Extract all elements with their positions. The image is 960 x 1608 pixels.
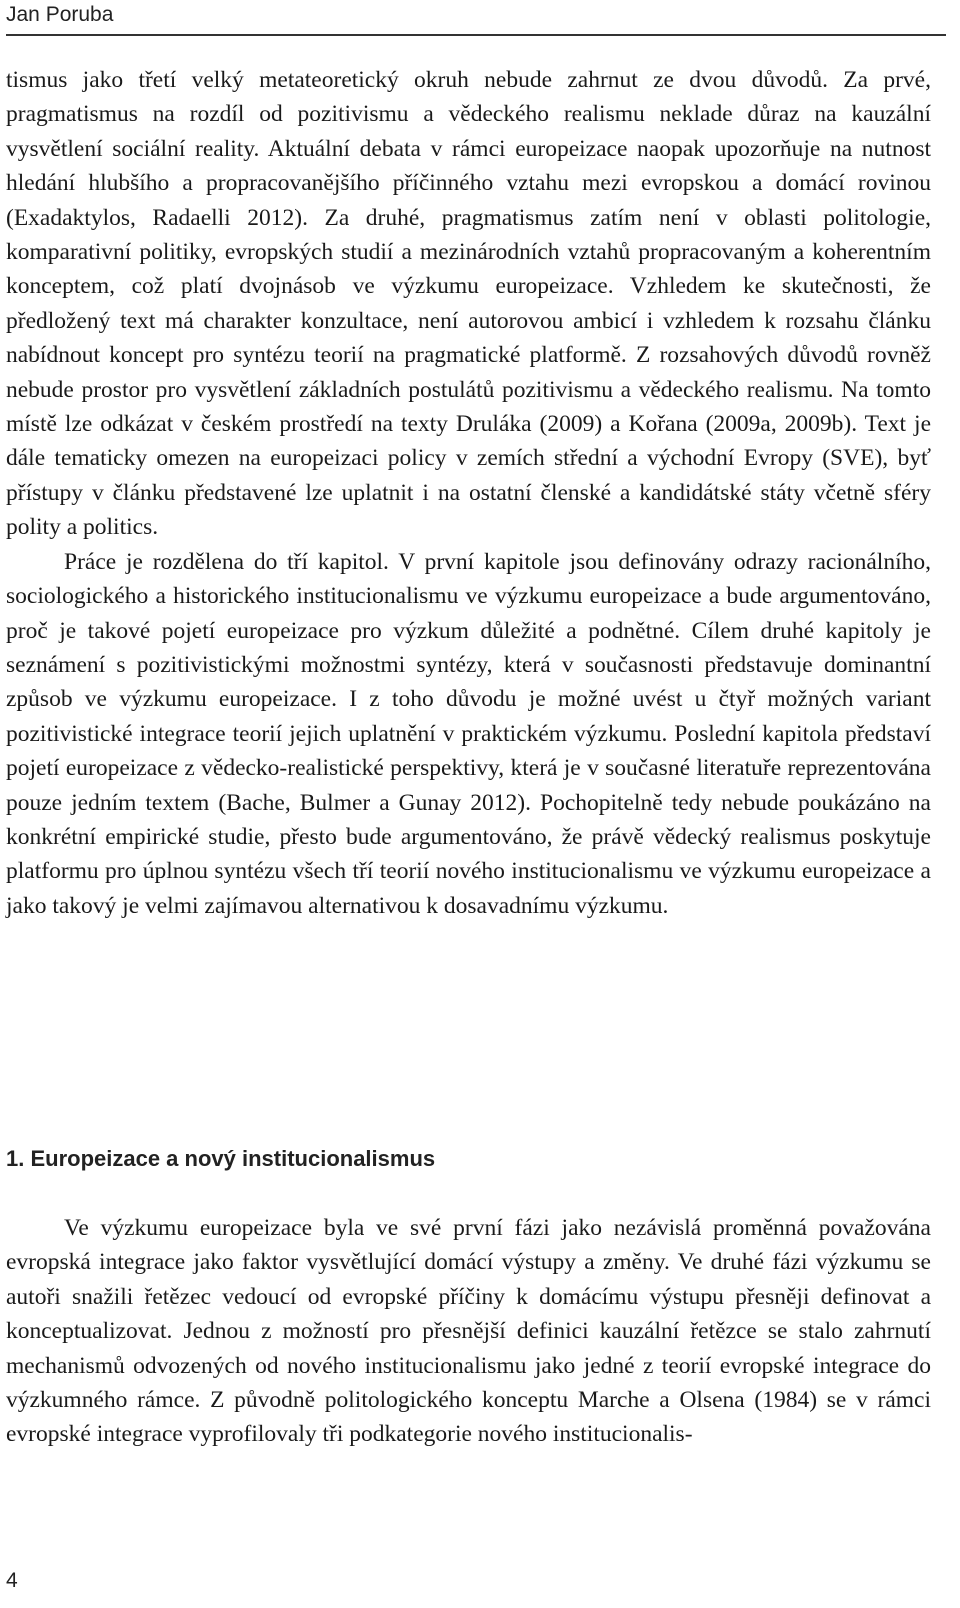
- body-text: [6, 63, 931, 923]
- page-number: 4: [6, 1569, 18, 1592]
- section-body-text: [6, 1211, 931, 1452]
- paragraph: Ve výzkumu europeizace byla ve své první fázi jako nezávislá proměnná považována evropská integrace jako faktor vysvětlující domácí výstupy a změny. Ve druhé fázi výzkumu se autoři snažili řetězec vedoucí od evropské příčiny k domácímu výstupu přesněji definovat a konceptualizovat. Jednou z možností pro přesnější definici kauzální řetězce se stalo zahrnutí mechanismů odvozených od nového institucionalismu jako jedné z teorií evropské integrace do výzkumného rámce. Z původně politologického konceptu Marche a Olsena (1984) se v rámci evropské integrace vyprofilovaly tři podkategorie nového institucionalis-: [6, 1215, 931, 1448]
- running-head-author: Jan Poruba: [6, 3, 114, 26]
- section-heading: 1. Europeizace a nový institucionalismus: [6, 1146, 436, 1171]
- paragraph: Práce je rozdělena do tří kapitol. V první kapitole jsou definovány odrazy racionálního, sociologického a historického institucionalismu ve výzkumu europeizace a bude argumentováno, proč je takové pojetí europeizace pro výzkum důležité a podnětné. Cílem druhé kapitoly je seznámení s pozitivistickými možnostmi syntézy, která v současnosti představuje dominantní způsob ve výzkumu europeizace. I z toho důvodu je možné uvést u čtyř možných variant pozitivistické integrace teorií jejich uplatnění v praktickém výzkumu. Poslední kapitola představí pojetí europeizace z vědecko-realistické perspektivy, která je v současné literatuře reprezentována pouze jedním textem (Bache, Bulmer a Gunay 2012). Pochopitelně tedy nebude poukázáno na konkrétní empirické studie, přesto bude argumentováno, že právě vědecký realismus poskytuje platformu pro úplnou syntézu všech tří teorií nového institucionalismu ve výzkumu europeizace a jako takový je velmi zajímavou alternativou k dosavadnímu výzkumu.: [6, 548, 931, 919]
- paragraph: tismus jako třetí velký metateoretický okruh nebude zahrnut ze dvou důvodů. Za prvé, pragmatismus na rozdíl od pozitivismu a vědeckého realismu neklade důraz na kauzální vysvětlení sociální reality. Aktuální debata v rámci europeizace naopak upozorňuje na nutnost hledání hlubšího a propracovanějšího příčinného vztahu mezi evropskou a domácí rovinou (Exadaktylos, Radaelli 2012). Za druhé, pragmatismus zatím není v oblasti politologie, komparativní politiky, evropských studií a mezinárodních vztahů propracovaným a koherentním konceptem, což platí dvojnásob ve výzkumu europeizace. Vzhledem ke skutečnosti, že předložený text má charakter konzultace, není autorovou ambicí i vzhledem k rozsahu článku nabídnout koncept pro syntézu teorií na pragmatické platformě. Z rozsahových důvodů rovněž nebude prostor pro vysvětlení základních postulátů pozitivismu a vědeckého realismu. Na tomto místě lze odkázat v českém prostředí na texty Druláka (2009) a Kořana (2009a, 2009b). Text je dále tematicky omezen na europeizaci policy v zemích střední a východní Evropy (SVE), byť přístupy v článku představené lze uplatnit i na ostatní členské a kandidátské státy včetně sféry polity a politics.: [6, 67, 931, 541]
- header-divider: [6, 34, 946, 36]
